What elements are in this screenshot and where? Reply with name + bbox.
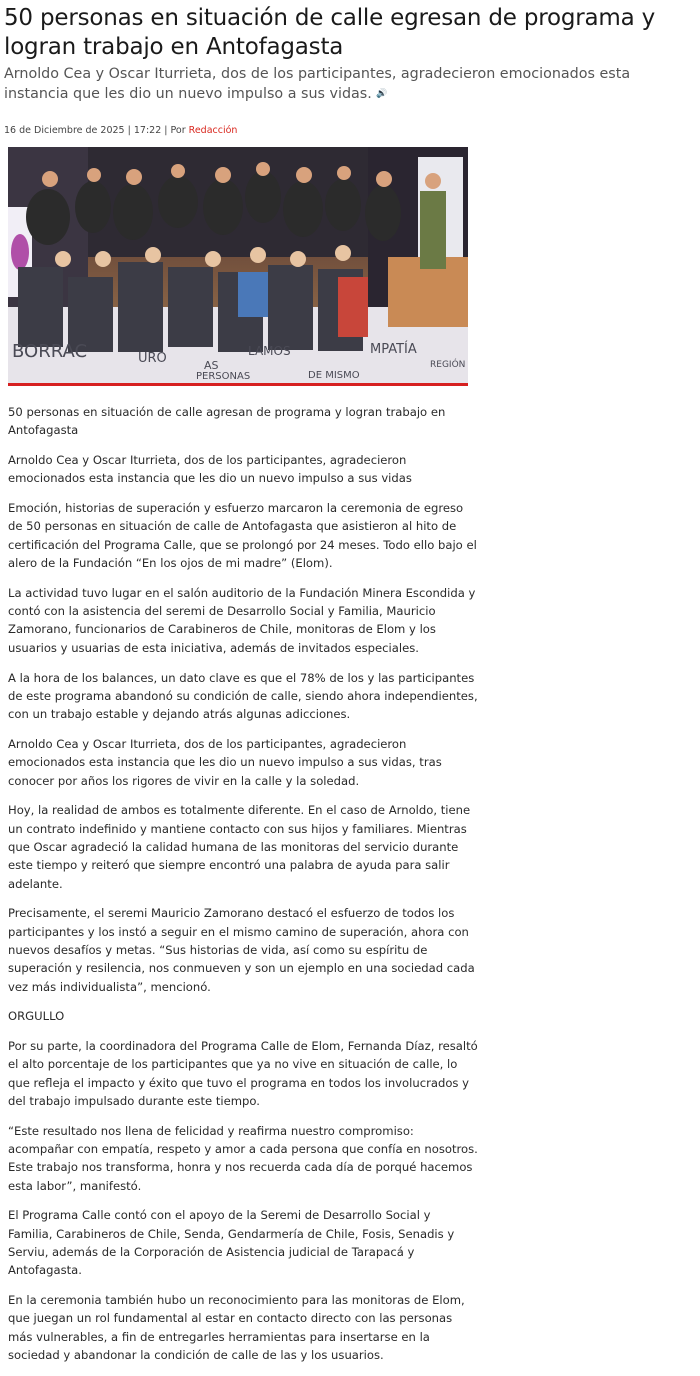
body-paragraph: Arnoldo Cea y Oscar Iturrieta, dos de los participantes, agradecieron emocionados esta instancia que les dio un nuevo impulso a sus vidas bbox=[8, 453, 412, 486]
body-paragraph: Emoción, historias de superación y esfuerzo marcaron la ceremonia de egreso de 50 personas en situación de calle de Antofagasta que asistieron al hito de certificación del Programa Calle, que se prolongó por 24 meses. Todo ello bajo el alero de la Fundación “En los ojos de mi madre” (Elom). bbox=[8, 501, 477, 571]
body-paragraph: En la ceremonia también hubo un reconocimiento para las monitoras de Elom, que juegan un rol fundamental al estar en contacto directo con las personas más vulnerables, a fin de entregarles herramientas para insertarse en la sociedad y abandonar la condición de calle de las y los usuarios. bbox=[8, 1293, 465, 1363]
photo-sign-center-mid: AS bbox=[204, 359, 219, 372]
article-body bbox=[8, 403, 478, 1376]
speaker-icon[interactable]: 🔊 bbox=[376, 89, 388, 99]
body-paragraph: El Programa Calle contó con el apoyo de la Seremi de Desarrollo Social y Familia, Carabineros de Chile, Senda, Gendarmería de Chile, Fosis, Senadis y Serviu, además de la Corporación de Asistencia judicial de Tarapacá y Antofagasta. bbox=[8, 1208, 455, 1278]
photo-sign-right: MPATÍA bbox=[370, 342, 417, 357]
body-paragraph: Precisamente, el seremi Mauricio Zamorano destacó el esfuerzo de todos los participantes y los instó a seguir en el mismo camino de superación, ahora con nuevos desafíos y metas. “Sus historias de vida, así como su espíritu de superación y resilencia, nos conmueven y son un ejemplo en una sociedad cada vez más individualista”, mencionó. bbox=[8, 906, 475, 994]
article-photo bbox=[8, 147, 468, 386]
article-byline bbox=[4, 125, 237, 136]
body-paragraph: Por su parte, la coordinadora del Programa Calle de Elom, Fernanda Díaz, resaltó el alto porcentaje de los participantes que ya no vive en situación de calle, lo que refleja el impacto y éxito que tuvo el programa en todos los involucrados y del trabajo impulsado durante este tiempo. bbox=[8, 1039, 478, 1108]
body-paragraph: A la hora de los balances, un dato clave es que el 78% de los y las participantes de este programa abandonó su condición de calle, siendo ahora independientes, con un trabajo estable y dejando atrás algunas adicciones. bbox=[8, 670, 478, 722]
body-paragraph: Hoy, la realidad de ambos es totalmente diferente. En el caso de Arnoldo, tiene un contrato indefinido y mantiene contacto con sus hijos y familiares. Mientras que Oscar agradeció la calidad humana de las monitoras del servicio durante este tiempo y reiteró que siempre encontró una palabra de ayuda para salir adelante. bbox=[8, 803, 471, 891]
photo-sign-center-right: DE MISMO bbox=[308, 370, 360, 381]
article-time: 17:22 bbox=[133, 125, 162, 136]
body-paragraph: 50 personas en situación de calle agresan de programa y logran trabajo en Antofagasta bbox=[8, 405, 446, 438]
body-paragraph: La actividad tuvo lugar en el salón auditorio de la Fundación Minera Escondida y contó con la asistencia del seremi de Desarrollo Social y Familia, Mauricio Zamorano, funcionarios de Carabineros de Chile, monitoras de Elom y los usuarios y usuarias de esta iniciativa, además de invitados especiales. bbox=[8, 585, 476, 655]
article-subtitle bbox=[4, 64, 694, 104]
subtitle-text: Arnoldo Cea y Oscar Iturrieta, dos de los participantes, agradecieron emocionados esta instancia que les dio un nuevo impulso a sus vidas. bbox=[4, 66, 631, 102]
by-label: Por bbox=[170, 125, 186, 136]
photo-sign-far-right: REGIÓN bbox=[430, 360, 466, 370]
photo-sign-center-top: LAMOS bbox=[248, 344, 291, 358]
photo-sign-left: BORRAC bbox=[12, 341, 88, 362]
article-date: 16 de Diciembre de 2025 bbox=[4, 125, 125, 136]
group-photo-illustration bbox=[8, 147, 468, 383]
byline-separator: | bbox=[164, 125, 168, 136]
body-paragraph: Arnoldo Cea y Oscar Iturrieta, dos de los participantes, agradecieron emocionados esta instancia que les dio un nuevo impulso a sus vidas, tras conocer por años los rigores de vivir en la calle y la soledad. bbox=[8, 736, 442, 788]
section-heading: ORGULLO bbox=[8, 1009, 65, 1024]
byline-separator: | bbox=[127, 125, 131, 136]
photo-sign-left-mid: URO bbox=[138, 351, 167, 366]
body-paragraph: “Este resultado nos llena de felicidad y reafirma nuestro compromiso: acompañar con empatía, respeto y amor a cada persona que confía en nosotros. Este trabajo nos transforma, honra y nos recuerda cada día de porqué hacemos esta labor”, manifestó. bbox=[8, 1123, 478, 1193]
article-headline: 50 personas en situación de calle egresan de programa y logran trabajo en Antofagasta bbox=[4, 5, 656, 60]
author-link[interactable]: Redacción bbox=[188, 125, 238, 136]
photo-sign-center-bottom: PERSONAS bbox=[196, 371, 251, 382]
